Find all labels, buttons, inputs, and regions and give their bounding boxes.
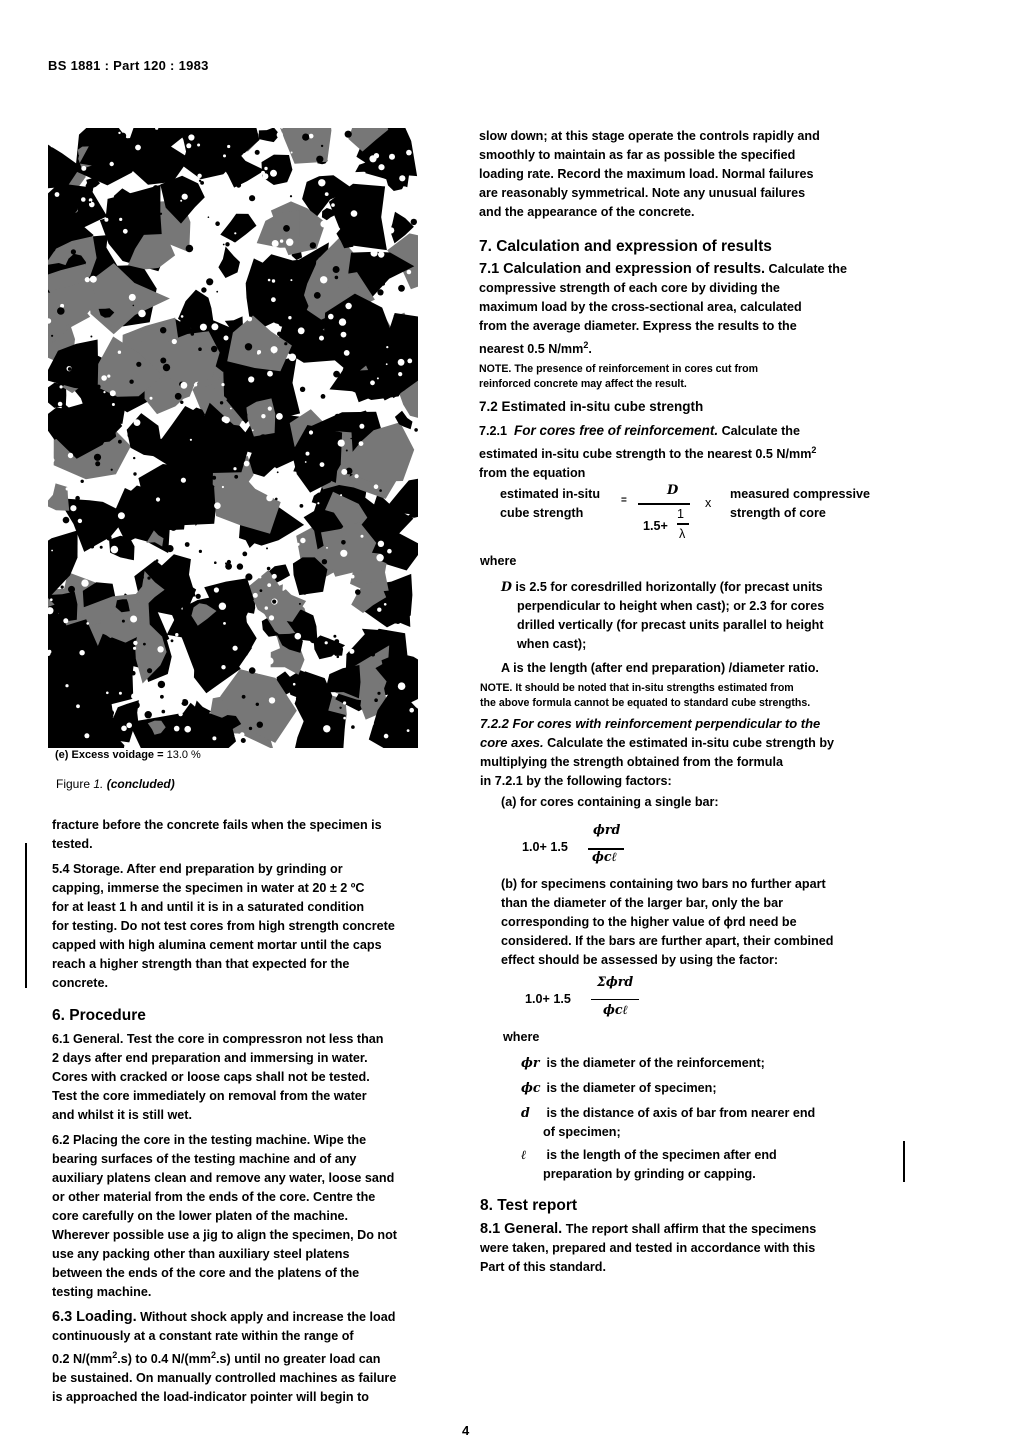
formula-prefix: 1.0+ 1.5 (525, 992, 571, 1006)
section-8-heading: 8. Test report (480, 1197, 578, 1214)
section-7-2-2-head: core axes. (480, 735, 544, 750)
equation-left-line: cube strength (500, 506, 584, 520)
definition-text: is the distance of axis of bar from nearer end (543, 1106, 816, 1120)
fraction-line (677, 523, 689, 525)
section-6-heading: 6. Procedure (52, 1007, 146, 1024)
factor-a-label: (a) for cores containing a single bar: (501, 795, 719, 809)
text-line: Test the core immediately on removal from the water (52, 1089, 367, 1103)
text-line: Wherever possible use a jig to align the specimen, Do not (52, 1228, 397, 1242)
text-line: auxiliary platens clean and remove any water, loose sand (52, 1171, 395, 1185)
equation-right-line: strength of core (730, 506, 826, 520)
section-7-1-head: 7.1 Calculation and expression of results. (479, 261, 766, 277)
text-fragment: nearest 0.5 N/mm (479, 342, 584, 357)
left-column (52, 816, 452, 1407)
text-line: core carefully on the lower platen of the machine. (52, 1209, 349, 1223)
equation-left-line: estimated in-situ (500, 487, 601, 501)
text-line: multiplying the strength obtained from the formula (480, 755, 783, 769)
text-line: from the average diameter. Express the results to the (479, 319, 797, 333)
figure-note: (concluded) (106, 777, 175, 791)
text-line: are reasonably symmetrical. Note any unusual failures (479, 186, 806, 200)
text-line: and the appearance of the concrete. (479, 205, 695, 219)
text-line: (b) for specimens containing two bars no further apart (501, 877, 826, 891)
figure-caption-voidage (55, 749, 201, 761)
text-line: be sustained. On manually controlled machines as failure (52, 1371, 397, 1386)
factor-b-block (501, 875, 901, 970)
section-6-3 (52, 1308, 452, 1407)
right-column: slow down; at this stage operate the controls rapidly and smoothly to maintain as far as possible the specified loading rate. Record the maximum load. Normal failures are reasonably symmetrical. Note any unusual failures and the appearance of the concrete. 7. Calculation and expression of results 7.1 Calculation and expression of results. Calculate the compressive strength of each core by dividing the maximum load by the cross-sectional area, calculated from the average diameter. Express the results to the nearest 0.5 $N/mm^2$. NOTE. The presence of reinforcement in cores cut from reinforced concrete may affect the result. 7.2 Estimated in-situ cube strength 7.2.1 For cores free of reinforcement. Calculate the estimated in-situ cube strength to the nearest 0.5 $N/mm^2$ from the equation (479, 127, 899, 483)
note-line: the above formula cannot be equated to standard cube strengths. (480, 697, 811, 709)
text-fragment: .s) until no greater load can (216, 1352, 381, 1367)
lambda-symbol: λ (679, 527, 686, 541)
intro-line: tested. (52, 837, 93, 851)
formula-numerator: Σϕrd (597, 974, 634, 989)
text-line: use any packing other than auxiliary steel platens (52, 1247, 350, 1261)
section-6-1 (52, 1030, 452, 1125)
text-line: effect should be assessed by using the factor: (501, 953, 779, 967)
note-line: NOTE. The presence of reinforcement in cores cut from (479, 363, 759, 376)
definitions-block (480, 552, 900, 812)
caption-value: 13.0 % (166, 749, 201, 761)
text-line: testing machine. (52, 1285, 152, 1299)
text-line: Without shock apply and increase the load (136, 1310, 396, 1324)
change-bar (25, 843, 27, 988)
symbol: ϕc (521, 1080, 541, 1095)
text-fragment: Calculate the estimated in-situ cube strength by (543, 736, 835, 750)
text-line: maximum load by the cross-sectional area, calculated (479, 300, 802, 314)
definition-text: is the diameter of the reinforcement; (543, 1056, 765, 1070)
symbol: ϕr (521, 1055, 540, 1070)
formula-numerator: ϕrd (593, 822, 621, 837)
text-line: is approached the load-indicator pointer will begin to (52, 1390, 369, 1405)
section-7-2-2-head: 7.2.2 For cores with reinforcement perpendicular to the (480, 716, 821, 731)
text-fragment: The report shall affirm that the specimens (562, 1222, 817, 1236)
formula-denominator: ϕcℓ (603, 1002, 628, 1017)
caption-label: (e) Excess voidage = (55, 749, 164, 761)
text-line: than the diameter of the larger bar, only the bar (501, 896, 784, 910)
figure-title (56, 777, 175, 791)
symbol: d (521, 1105, 530, 1120)
fraction-line (638, 503, 690, 505)
equation-cube-strength (500, 483, 920, 547)
text-fragment: 0.2 N/(mm (52, 1352, 113, 1367)
text-line: and whilst it is still wet. (52, 1108, 192, 1122)
symbol-D: D (667, 483, 679, 498)
text-fragment: Calculate the (718, 424, 800, 439)
section-8 (480, 1195, 900, 1277)
text-line: 6.1 General. Test the core in compressron not less than (52, 1032, 384, 1046)
symbol: ℓ (521, 1147, 527, 1162)
figure-number: 1. (93, 777, 104, 791)
section-7-2-heading: 7.2 Estimated in-situ cube strength (479, 399, 704, 415)
text-line: or other material from the ends of the core. Centre the (52, 1190, 376, 1204)
text-line: perpendicular to height when cast); or 2.3 for cores (517, 599, 825, 613)
text-line: continuously at a constant rate within the range of (52, 1329, 354, 1343)
text-line: from the equation (479, 466, 586, 481)
definition-text: is the length of the specimen after end (543, 1148, 777, 1162)
superscript: 2 (211, 1350, 217, 1360)
text-line: 2 days after end preparation and immersing in water. (52, 1051, 368, 1065)
text-line: drilled vertically (for precast units parallel to height (517, 618, 824, 632)
denominator: 1.5+ (643, 519, 668, 533)
text-line: Cores with cracked or loose caps shall not be tested. (52, 1070, 370, 1084)
superscript: 2 (583, 340, 589, 350)
section-6-3-head: 6.3 Loading. (52, 1309, 137, 1325)
text-line: A is the length (after end preparation) /diameter ratio. (501, 661, 819, 675)
text-line: bearing surfaces of the testing machine and of any (52, 1152, 357, 1166)
symbol-definitions (503, 1028, 903, 1184)
formula-denominator: ϕcℓ (592, 849, 617, 864)
section-7-2-1-head: For cores free of reinforcement. (514, 423, 719, 439)
fraction-line (591, 999, 639, 1000)
text-fragment: is 2.5 for coresdrilled horizontally (for precast units (511, 580, 823, 594)
text-line: when cast); (517, 637, 587, 651)
section-7-heading: 7. Calculation and expression of results (479, 238, 772, 255)
section-6-2 (52, 1131, 452, 1302)
text-line: capping, immerse the specimen in water at 20 ± 2 ºC (52, 881, 365, 895)
where-label: where (503, 1030, 540, 1044)
text-line: for at least 1 h and until it is in a saturated condition (52, 900, 365, 914)
multiply-sign: x (705, 496, 712, 510)
text-line: for testing. Do not test cores from high strength concrete (52, 919, 395, 933)
text-line: smoothly to maintain as far as possible the specified (479, 148, 796, 162)
text-line: slow down; at this stage operate the controls rapidly and (479, 129, 820, 143)
change-bar (903, 1141, 905, 1182)
text-line: corresponding to the higher value of ϕrd need be (501, 915, 797, 929)
superscript: 2 (811, 445, 817, 456)
text-line: concrete. (52, 976, 108, 990)
formula-single-bar (522, 822, 722, 874)
text-line: Part of this standard. (480, 1260, 606, 1274)
text-fragment: Calculate the (765, 262, 847, 276)
small-fraction-num: 1 (677, 507, 685, 521)
text-line: compressive strength of each core by dividing the (479, 281, 780, 295)
text-fragment: estimated in-situ cube strength to the nearest 0.5 N/mm (479, 447, 812, 462)
page-number: 4 (462, 1423, 470, 1438)
text-line: were taken, prepared and tested in accordance with this (480, 1241, 816, 1255)
text-line: between the ends of the core and the platens of the (52, 1266, 360, 1280)
text-line: loading rate. Record the maximum load. Normal failures (479, 167, 814, 181)
text-line: 5.4 Storage. After end preparation by grinding or (52, 862, 343, 876)
text-line: capped with high alumina cement mortar until the caps (52, 938, 382, 952)
formula-two-bars (525, 974, 725, 1026)
text-line: in 7.2.1 by the following factors: (480, 774, 672, 788)
equation-right-line: measured compressive (730, 487, 871, 501)
text-line: reach a higher strength than that expected for the (52, 957, 350, 971)
section-5-4 (52, 860, 452, 993)
equals-sign: = (621, 495, 627, 506)
text-line: 6.2 Placing the core in the testing machine. Wipe the (52, 1133, 367, 1147)
figure-label: Figure (56, 777, 91, 791)
definition-text: of specimen; (543, 1125, 621, 1139)
superscript: 2 (112, 1350, 118, 1360)
definition-text: is the diameter of specimen; (543, 1081, 717, 1095)
concrete-core-photo (48, 128, 418, 748)
where-label: where (480, 554, 517, 568)
formula-prefix: 1.0+ 1.5 (522, 840, 568, 854)
document-header: BS 1881 : Part 120 : 1983 (48, 58, 209, 73)
text-fragment: .s) to 0.4 N/(mm (117, 1352, 211, 1367)
note-line: NOTE. It should be noted that in-situ strengths estimated from (480, 682, 794, 694)
symbol-D: D (501, 579, 512, 594)
note-line: reinforced concrete may affect the result. (479, 378, 687, 391)
intro-line: fracture before the concrete fails when the specimen is (52, 818, 382, 832)
text-line: considered. If the bars are further apart, their combined (501, 934, 834, 948)
section-number: 7.2.1 (479, 424, 508, 439)
definition-text: preparation by grinding or capping. (543, 1167, 756, 1181)
section-8-1-head: 8.1 General. (480, 1221, 563, 1237)
